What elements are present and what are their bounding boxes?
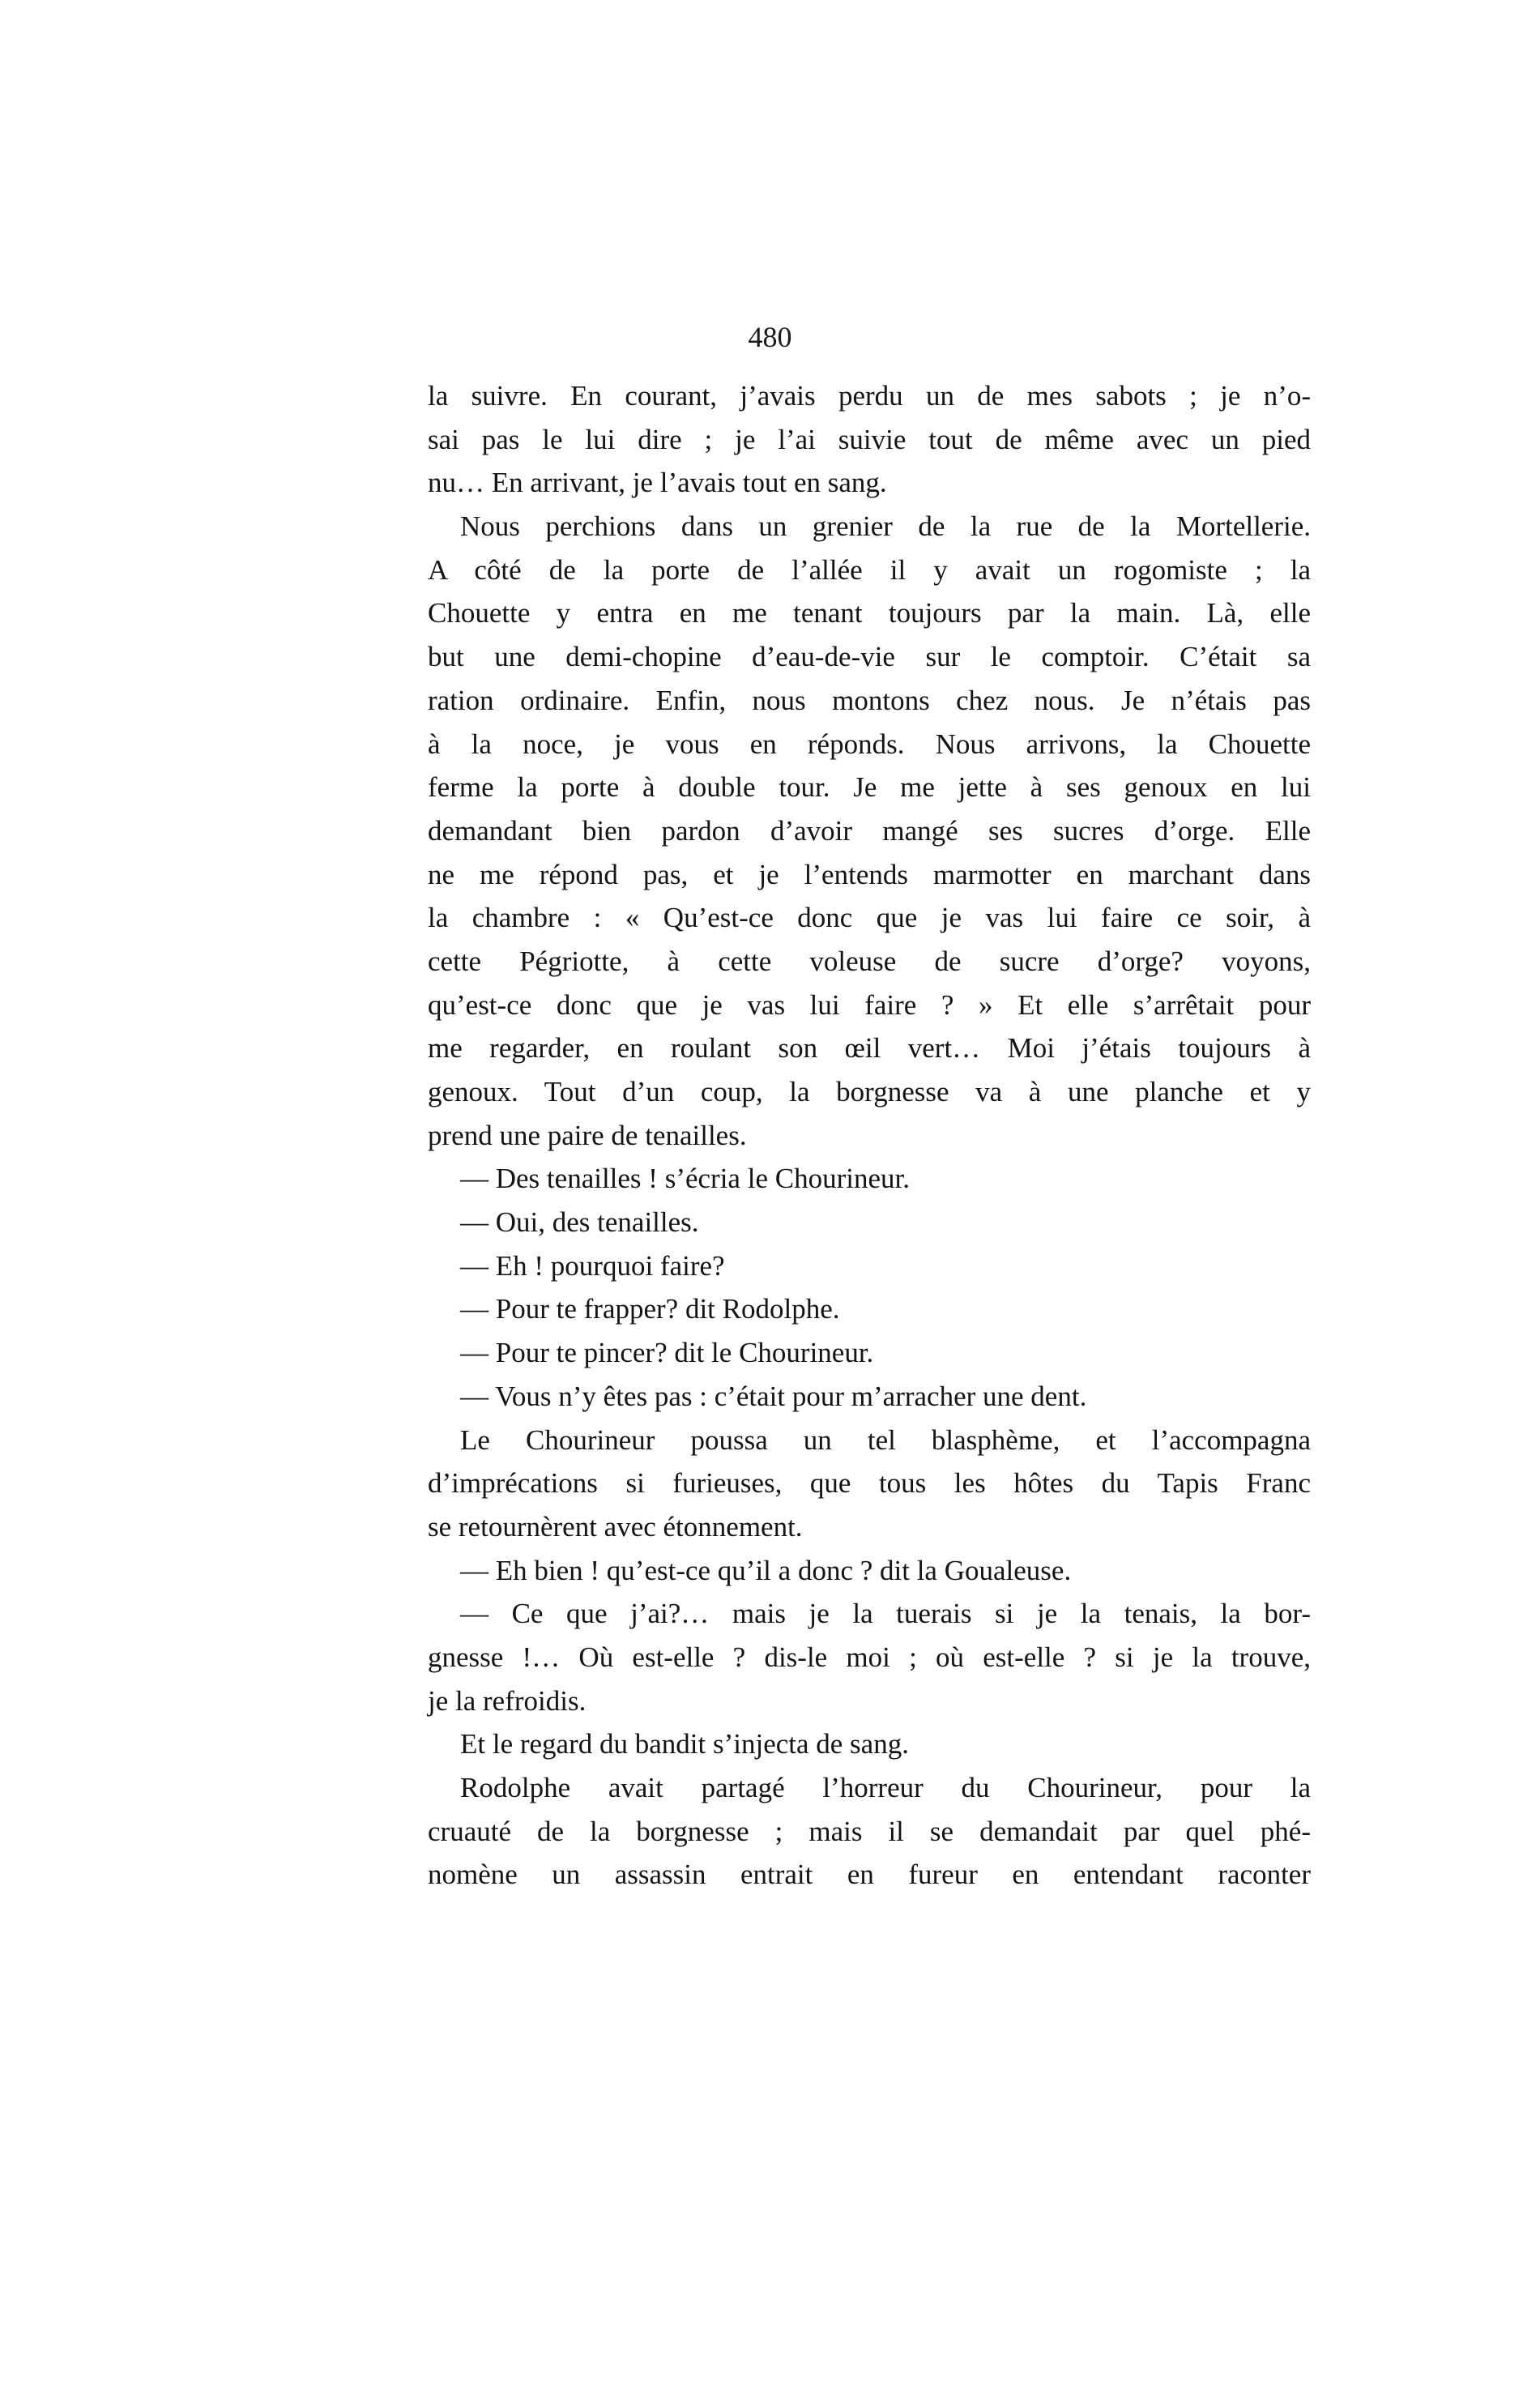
text-line: la chambre : « Qu’est-ce donc que je vas lui faire ce soir, à — [428, 902, 1311, 934]
text-line: cette Pégriotte, à cette voleuse de sucre d’orge? voyons, — [428, 945, 1311, 977]
text-line: je la refroidis. — [428, 1684, 587, 1717]
text-line: — Eh bien ! qu’est-ce qu’il a donc ? dit la Goualeuse. — [460, 1554, 1072, 1586]
text-line: — Ce que j’ai?… mais je la tuerais si je la tenais, la bor- — [460, 1598, 1311, 1630]
text-line: prend une paire de tenailles. — [428, 1119, 747, 1151]
text-line: ration ordinaire. Enfin, nous montons chez nous. Je n’étais pas — [428, 684, 1311, 716]
text-line: se retournèrent avec étonnement. — [428, 1510, 803, 1543]
body-text — [428, 374, 1311, 1897]
text-line: la suivre. En courant, j’avais perdu un de mes sabots ; je n’o- — [428, 380, 1311, 412]
text-line: A côté de la porte de l’allée il y avait un rogomiste ; la — [428, 553, 1311, 586]
text-line: ne me répond pas, et je l’entends marmotter en marchant dans — [428, 858, 1311, 890]
text-line: qu’est-ce donc que je vas lui faire ? » Et elle s’arrêtait pour — [428, 988, 1311, 1021]
page-number: 480 — [748, 321, 792, 353]
text-line: — Des tenailles ! s’écria le Chourineur. — [460, 1163, 910, 1195]
text-line: sai pas le lui dire ; je l’ai suivie tout de même avec un pied — [428, 423, 1311, 455]
text-line: Nous perchions dans un grenier de la rue de la Mortellerie. — [460, 510, 1311, 543]
text-line: nomène un assassin entrait en fureur en entendant raconter — [428, 1859, 1311, 1891]
text-line: — Eh ! pourquoi faire? — [460, 1249, 725, 1282]
text-line: cruauté de la borgnesse ; mais il se demandait par quel phé- — [428, 1815, 1311, 1847]
text-line: à la noce, je vous en réponds. Nous arrivons, la Chouette — [428, 728, 1311, 760]
text-line: demandant bien pardon d’avoir mangé ses sucres d’orge. Elle — [428, 814, 1311, 847]
text-line: genoux. Tout d’un coup, la borgnesse va à une planche et y — [428, 1076, 1311, 1107]
text-line: — Vous n’y êtes pas : c’était pour m’arracher une dent. — [460, 1380, 1087, 1412]
text-line: Chouette y entra en me tenant toujours par la main. Là, elle — [428, 597, 1311, 629]
text-line: — Oui, des tenailles. — [460, 1206, 699, 1239]
text-line: me regarder, en roulant son œil vert… Moi j’étais toujours à — [428, 1032, 1311, 1065]
text-line: Et le regard du bandit s’injecta de sang. — [460, 1728, 909, 1760]
text-line: gnesse !… Où est-elle ? dis-le moi ; où est-elle ? si je la trouve, — [428, 1641, 1311, 1673]
text-line: — Pour te pincer? dit le Chourineur. — [460, 1337, 874, 1369]
text-line: Rodolphe avait partagé l’horreur du Chourineur, pour la — [460, 1772, 1311, 1803]
text-line: Le Chourineur poussa un tel blasphème, et l’accompagna — [460, 1423, 1311, 1456]
text-line: ferme la porte à double tour. Je me jette à ses genoux en lui — [428, 771, 1311, 804]
text-line: but une demi-chopine d’eau-de-vie sur le comptoir. C’était sa — [428, 641, 1311, 673]
text-line: — Pour te frapper? dit Rodolphe. — [460, 1293, 840, 1325]
text-line: nu… En arrivant, je l’avais tout en sang. — [428, 467, 887, 499]
text-line: d’imprécations si furieuses, que tous les hôtes du Tapis Franc — [428, 1467, 1311, 1500]
